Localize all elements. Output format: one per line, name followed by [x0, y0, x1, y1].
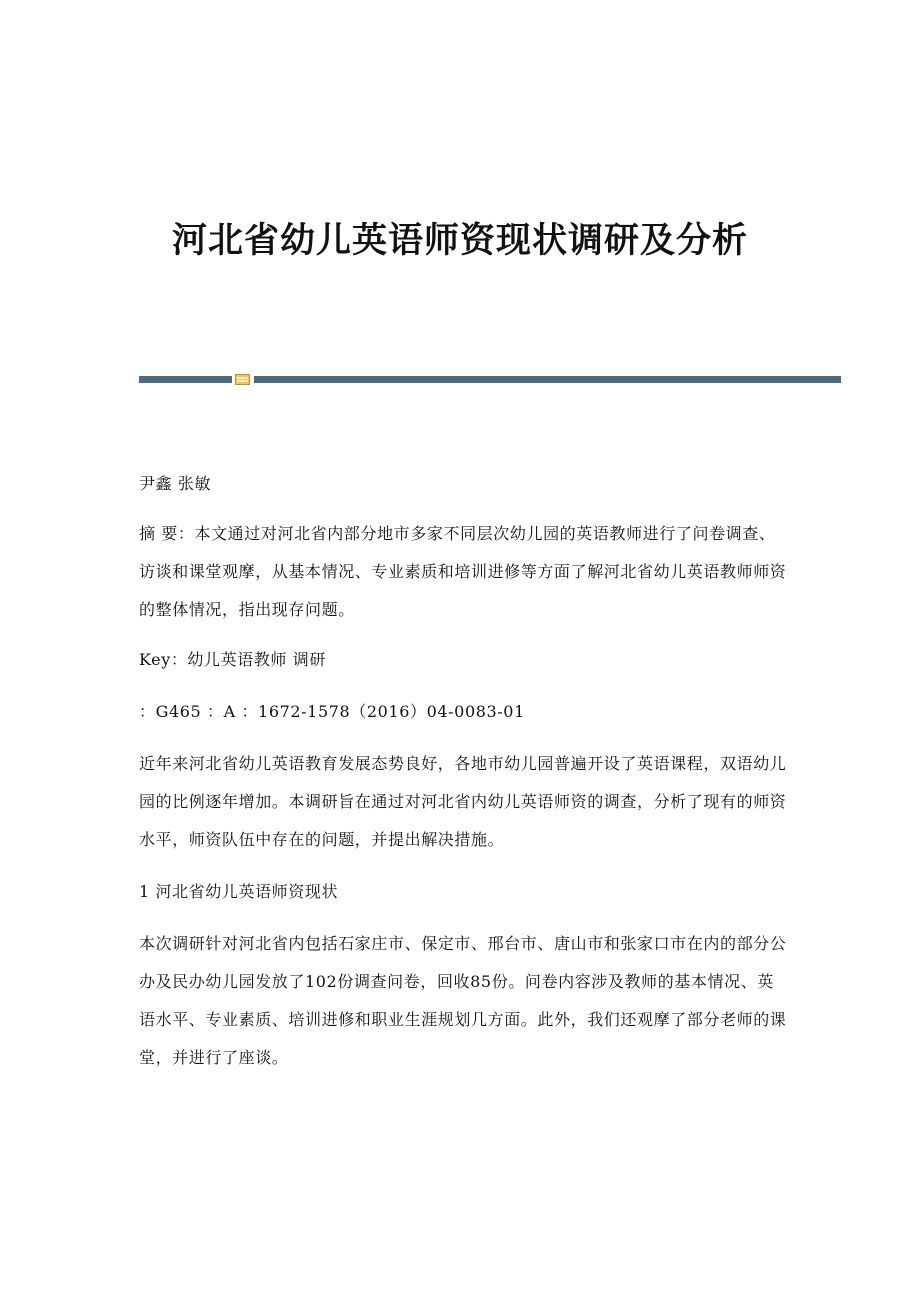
divider-bar-right [254, 376, 841, 383]
keywords: Key：幼儿英语教师 调研 [139, 650, 326, 669]
title-divider [139, 374, 841, 385]
divider-bar-left [139, 376, 232, 383]
classification-codes: ：G465 ：A ：1672-1578（2016）04-0083-01 [139, 702, 525, 721]
document-title: 河北省幼儿英语师资现状调研及分析 [171, 220, 748, 261]
section-body-paragraph: 本次调研针对河北省内包括石家庄市、保定市、邢台市、唐山市和张家口市在内的部分公办及民办幼儿园发放了102份调查问卷，回收85份。问卷内容涉及教师的基本情况、英语水平、专业素质、培训进修和职业生涯规划几方面。此外，我们还观摩了部分老师的课堂，并进行了座谈。 [139, 934, 787, 1067]
abstract: 摘 要：本文通过对河北省内部分地市多家不同层次幼儿园的英语教师进行了问卷调查、访谈和课堂观摩，从基本情况、专业素质和培训进修等方面了解河北省幼儿英语教师师资的整体情况，指出现存问题。 [139, 524, 787, 619]
authors: 尹鑫 张敏 [139, 474, 212, 493]
document-body [139, 465, 789, 1077]
intro-paragraph: 近年来河北省幼儿英语教育发展态势良好，各地市幼儿园普遍开设了英语课程，双语幼儿园的比例逐年增加。本调研旨在通过对河北省内幼儿英语师资的调查，分析了现有的师资水平，师资队伍中存在的问题，并提出解决措施。 [139, 754, 787, 849]
section-heading: 1 河北省幼儿英语师资现状 [139, 882, 339, 901]
divider-ornament-icon [235, 374, 250, 385]
